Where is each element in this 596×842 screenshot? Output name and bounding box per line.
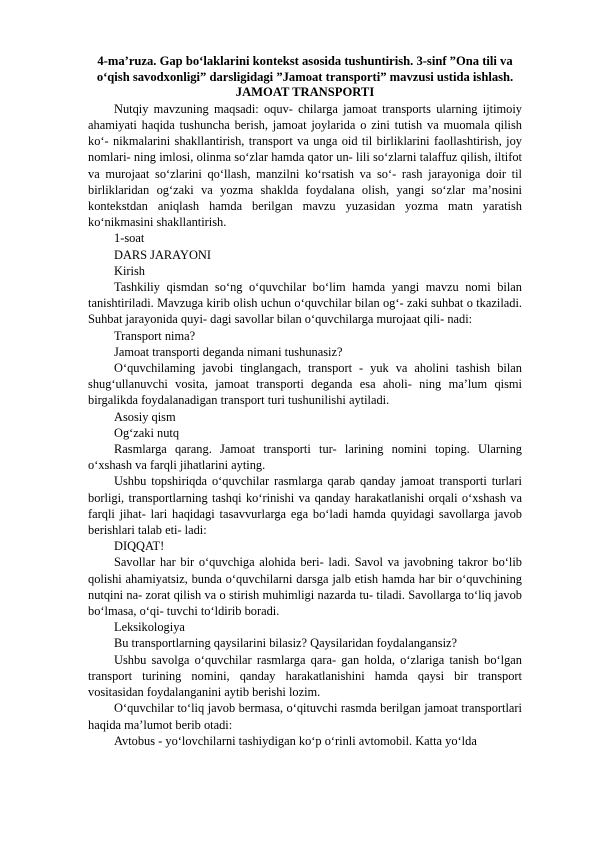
body-paragraph: Tashkiliy qismdan so‘ng o‘quvchilar bo‘lim hamda yangi mavzu nomi bilan tanishtiriladi. Mavzuga kirib olish uchun o‘quvchilar bilan og‘- zaki suhbat o tkaziladi. Suhbat jarayonida quyi- dagi savollar bilan o‘quvchilarga murojaat qili- nadi:	[88, 280, 522, 327]
lecture-title: 4-ma’ruza. Gap bo‘laklarini kontekst asosida tushuntirish. 3-sinf ”Ona tili va o‘qish savodxonligi” darsligidagi ”Jamoat transporti” mavzusi ustida ishlash.	[96, 54, 514, 84]
body-paragraph: Ushbu topshiriqda o‘quvchilar rasmlarga qarab qanday jamoat transporti turlari borligi, transportlarning tashqi ko‘rinishi va qanday harakatlanishi orqali o‘xshash va farqli jihat- lari haqidagi tasavvurlarga ega bo‘ladi hamda quyidagi savollarga javob berishlari talab eti- ladi:	[88, 474, 522, 538]
body-line: Transport nima?	[114, 328, 196, 343]
body-paragraph: Savollar har bir o‘quvchiga alohida beri- ladi. Savol va javobning takror bo‘lib qolishi ahamiyatsiz, bunda o‘quvchilarni darsga jalb etish hamda har bir o‘quvchining nutqini na- zorat qilish va o stirish muhimligi nazarda tu- tiladi. Savollarga to‘liq javob bo‘lmasa, o‘qi- tuvchi to‘ldirib boradi.	[88, 555, 522, 619]
body-paragraph: O‘quvchilaming javobi tinglangach, transport - yuk va aholini tashish bilan shug‘ullanuvchi vosita, jamoat transporti deganda esa aholi- ning ma’lum qismi birgalikda foydalanadigan transport turi tushunilishi aytiladi.	[88, 361, 522, 408]
body-paragraph: Ushbu savolga o‘quvchilar rasmlarga qara- gan holda, o‘zlariga tanish bo‘lgan transport turining nomini, qanday harakatlanishini hamda qaysi bir transport vositasidan foydalanganini aytib berishi lozim.	[88, 652, 522, 700]
body-paragraph: Rasmlarga qarang. Jamoat transporti tur- larining nomini toping. Ularning o‘xshash va farqli jihatlarini ayting.	[88, 442, 522, 473]
body-line: Bu transportlarning qaysilarini bilasiz? Qaysilaridan foydalangansiz?	[114, 636, 458, 651]
body-line: Kirish	[114, 263, 145, 278]
body-line: DARS JARAYONI	[114, 247, 211, 262]
body-line: 1-soat	[114, 231, 145, 246]
document-page	[88, 54, 522, 749]
body-line: Jamoat transporti deganda nimani tushunasiz?	[114, 344, 343, 359]
body-line: Asosiy qism	[114, 409, 176, 424]
body-line: Og‘zaki nutq	[114, 425, 180, 440]
body-line: Leksikologiya	[114, 620, 185, 635]
section-heading: JAMOAT TRANSPORTI	[235, 85, 375, 100]
body-paragraph: Nutqiy mavzuning maqsadi: oquv- chilarga jamoat transports ularning ijtimoiy ahamiyati haqida tushuncha berish, jamoat joylarida o zini tutish va muomala qilish ko‘- nikmalarini shakllantirish, transport va unga oid til birliklarini faollashtirish, joy nomlari- ning imlosi, olinma so‘zlar hamda qator un- lili so‘zlarni talaffuz qilish, iltifot va murojaat so‘zlarini qo‘llash, manzilni ko‘rsatish va so‘- rash jarayoniga doir til birliklaridan og‘zaki va yozma shaklda foydalana olish, yangi so‘zlar ma’nosini kontekstdan aniqlash hamda berilgan mavzu yuzasidan yozma matn yaratish ko‘nikmasini shakllantirish.	[88, 101, 522, 230]
document-body	[88, 101, 522, 749]
body-line: DIQQAT!	[114, 539, 165, 554]
body-paragraph: Avtobus - yo‘lovchilarni tashiydigan ko‘p o‘rinli avtomobil. Katta yo‘lda	[114, 733, 477, 748]
body-paragraph: O‘quvchilar to‘liq javob bermasa, o‘qituvchi rasmda berilgan jamoat transportlari haqida ma’lumot berib otadi:	[88, 701, 522, 732]
